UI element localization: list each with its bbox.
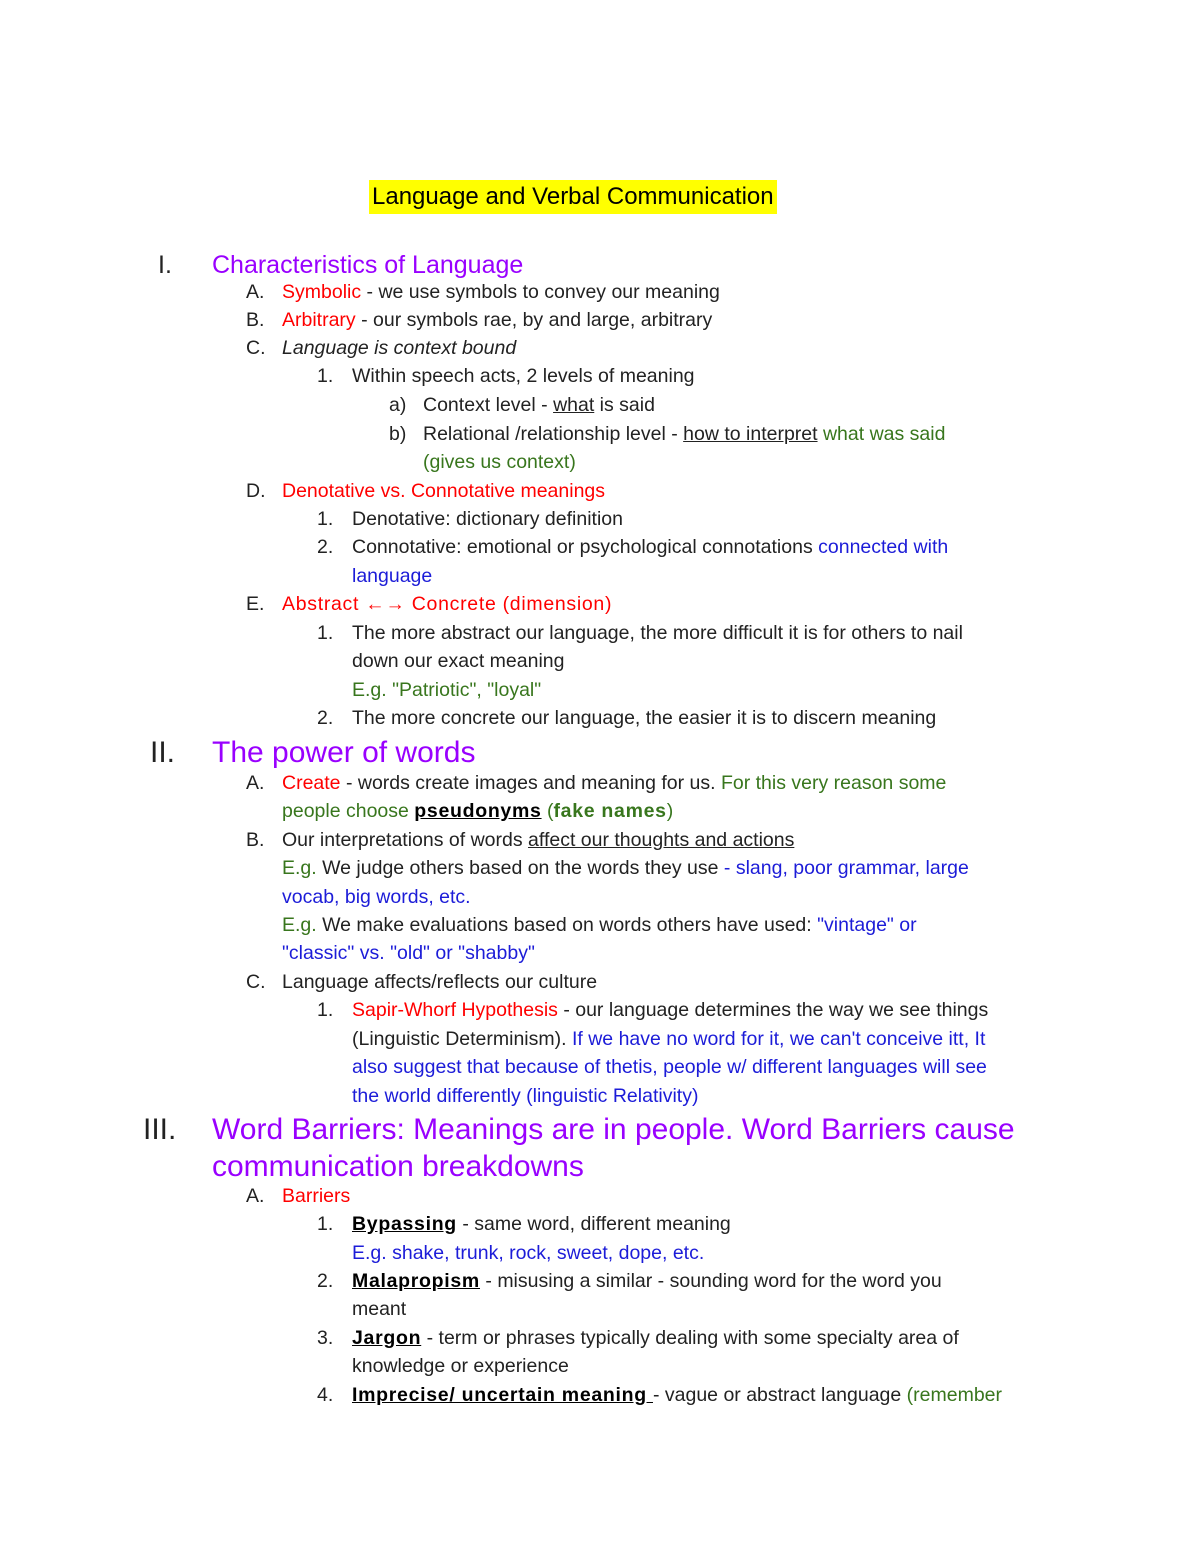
underlined-affect-thoughts: affect our thoughts and actions [528,829,795,851]
malapropism-definition: - misusing a similar - sounding word for the word you [479,1270,942,1292]
list-marker-b: B. [246,829,265,851]
green-what-was-said: what was said [817,423,946,445]
section-heading-word-barriers-continuation: communication breakdowns [212,1150,584,1183]
eg-label: E.g. [282,914,317,936]
people-choose-text: people choose [282,800,415,822]
term-fake-names: fake names [553,800,667,822]
item-create [282,769,946,797]
list-marker-d: D. [246,480,266,502]
item-imprecise-meaning [352,1381,1002,1409]
section-heading-word-barriers: Word Barriers: Meanings are in people. Word Barriers cause [212,1113,1015,1146]
term-arbitrary: Arbitrary [282,309,356,331]
term-bypassing: Bypassing [352,1213,457,1235]
eg-label: E.g. [282,857,317,879]
list-marker-1: 1. [317,365,334,387]
context-level-rest: is said [594,394,655,416]
item-jargon [352,1324,959,1352]
item-concrete-language: The more concrete our language, the easier it is to discern meaning [352,707,937,729]
interpretations-example-1 [282,854,969,882]
list-marker-2: 2. [317,707,334,729]
list-marker-b-lower: b) [389,423,407,445]
sapir-whorf-line-4: the world differently (linguistic Relativity) [352,1085,699,1107]
term-imprecise-meaning: Imprecise/ uncertain meaning [352,1384,653,1406]
list-marker-1: 1. [317,999,334,1021]
item-relational-level [423,420,945,448]
roman-marker-iii: III. [143,1113,177,1146]
list-marker-a: A. [246,281,265,303]
term-pseudonyms: pseudonyms [414,800,542,822]
list-marker-a-lower: a) [389,394,407,416]
section-heading-power-of-words: The power of words [212,736,476,769]
list-marker-c: C. [246,971,266,993]
list-marker-c: C. [246,337,266,359]
list-marker-1: 1. [317,1213,334,1235]
sapir-whorf-line-2 [352,1025,985,1053]
malapropism-continuation: meant [352,1298,407,1320]
list-marker-a: A. [246,1185,265,1207]
item-barriers: Barriers [282,1185,351,1207]
item-interpretations [282,826,794,854]
example-2-blue-text: "vintage" or [817,914,917,936]
item-bypassing [352,1210,731,1238]
list-marker-e: E. [246,593,265,615]
linguistic-determinism-text: (Linguistic Determinism). [352,1028,572,1050]
roman-marker-i: I. [158,251,172,279]
list-marker-b: B. [246,309,265,331]
abstract-language-continuation: down our exact meaning [352,650,565,672]
abstract-example: E.g. "Patriotic", "loyal" [352,679,542,701]
arbitrary-definition: - our symbols rae, by and large, arbitrary [355,309,713,331]
interpretations-text: Our interpretations of words [282,829,529,851]
symbolic-definition: - we use symbols to convey our meaning [361,281,720,303]
item-context-level [423,391,655,419]
term-sapir-whorf: Sapir-Whorf Hypothesis [352,999,558,1021]
item-language-culture: Language affects/reflects our culture [282,971,598,993]
item-denotative-connotative: Denotative vs. Connotative meanings [282,480,606,502]
document-title: Language and Verbal Communication [369,180,777,214]
context-level-label: Context level - [423,394,554,416]
sapir-whorf-definition: - our language determines the way we see things [557,999,989,1021]
underlined-how-to-interpret: how to interpret [683,423,818,445]
item-symbolic [282,278,720,306]
relational-level-label: Relational /relationship level - [423,423,684,445]
create-green-text: For this very reason some [720,772,947,794]
imprecise-definition: - vague or abstract language [652,1384,907,1406]
item-malapropism [352,1267,942,1295]
item-speech-acts: Within speech acts, 2 levels of meaning [352,365,695,387]
list-marker-1: 1. [317,508,334,530]
list-marker-a: A. [246,772,265,794]
item-arbitrary [282,306,712,334]
jargon-definition: - term or phrases typically dealing with some specialty area of [421,1327,959,1349]
underlined-what: what [553,394,595,416]
create-continuation [282,797,673,825]
term-symbolic: Symbolic [282,281,362,303]
term-malapropism: Malapropism [352,1270,480,1292]
create-definition: - words create images and meaning for us. [340,772,721,794]
open-paren: ( [541,800,554,822]
item-denotative: Denotative: dictionary definition [352,508,623,530]
bypassing-example: E.g. shake, trunk, rock, sweet, dope, etc. [352,1242,705,1264]
item-sapir-whorf [352,996,988,1024]
section-heading-characteristics: Characteristics of Language [212,251,524,279]
sapir-whorf-blue-text: If we have no word for it, we can't conceive itt, It [571,1028,986,1050]
example-1-continuation: vocab, big words, etc. [282,886,471,908]
example-2-continuation: "classic" vs. "old" or "shabby" [282,942,535,964]
interpretations-example-2 [282,911,917,939]
remember-green-text: (remember [906,1384,1003,1406]
relational-level-continuation: (gives us context) [423,451,576,473]
sapir-whorf-line-3: also suggest that because of thetis, people w/ different languages will see [352,1056,987,1078]
close-paren: ) [666,800,674,822]
connotative-blue-text: connected with [818,536,949,558]
term-jargon: Jargon [352,1327,422,1349]
list-marker-1: 1. [317,622,334,644]
item-abstract-language: The more abstract our language, the more difficult it is for others to nail [352,622,963,644]
list-marker-2: 2. [317,536,334,558]
item-connotative [352,533,948,561]
list-marker-2: 2. [317,1270,334,1292]
jargon-continuation: knowledge or experience [352,1355,569,1377]
item-abstract-concrete: Abstract ←→ Concrete (dimension) [282,593,613,615]
example-1-text: We judge others based on the words they use [316,857,724,879]
bypassing-definition: - same word, different meaning [456,1213,731,1235]
connotative-text: Connotative: emotional or psychological connotations [352,536,819,558]
example-1-blue-text: - slang, poor grammar, large [723,857,969,879]
term-create: Create [282,772,341,794]
list-marker-3: 3. [317,1327,334,1349]
list-marker-4: 4. [317,1384,334,1406]
item-context-bound: Language is context bound [282,337,517,359]
connotative-continuation: language [352,565,433,587]
roman-marker-ii: II. [150,736,176,769]
example-2-text: We make evaluations based on words others have used: [316,914,818,936]
